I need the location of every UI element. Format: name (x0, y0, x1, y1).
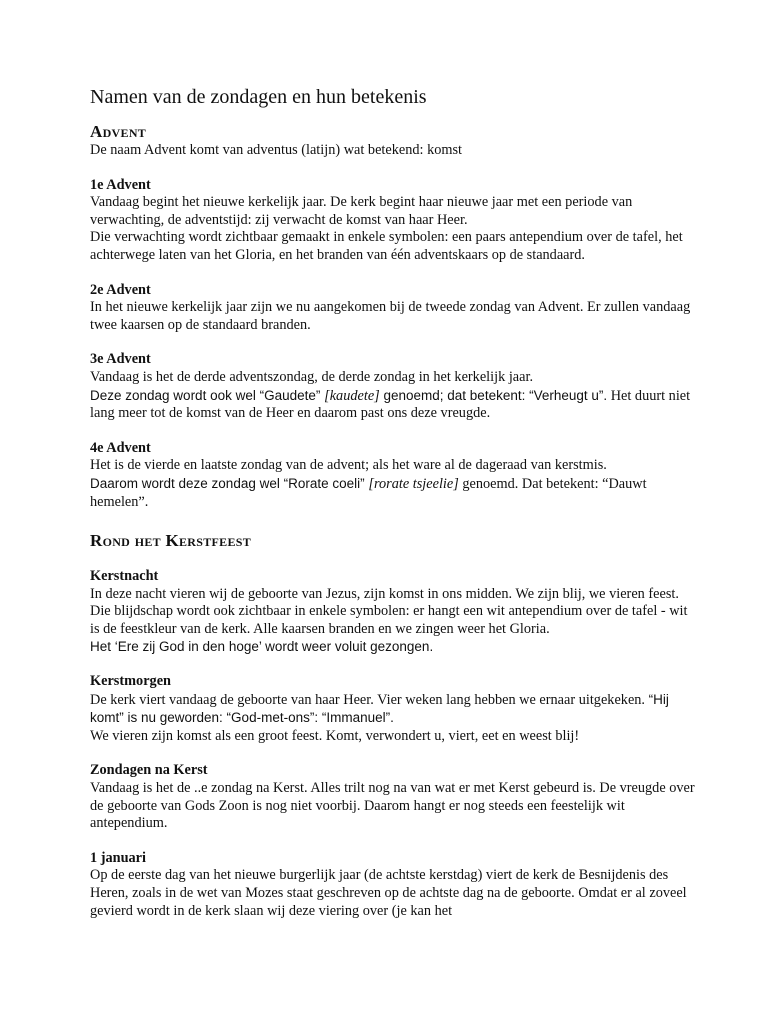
entry-heading: 1e Advent (90, 176, 151, 193)
document-title: Namen van de zondagen en hun betekenis (90, 86, 427, 108)
entry-1-januari (90, 850, 698, 920)
section-heading-advent: Advent (90, 122, 147, 141)
entry-heading: Kerstmorgen (90, 673, 171, 690)
entry-zondagen-na-kerst (90, 762, 698, 832)
entry-paragraph: Op de eerste dag van het nieuwe burgerlijk jaar (de achtste kerstdag) viert de kerk de Besnijdenis des Heren, zoals in de wet van Mozes staat geschreven op de achtste dag na de geboorte. Omdat er al zoveel gevierd wordt in de kerk slaan wij deze viering over (je kan het (90, 867, 687, 919)
section-kerstfeest (90, 531, 698, 920)
entry-kerstnacht (90, 568, 698, 656)
entry-heading: 4e Advent (90, 439, 151, 456)
text-run: De kerk viert vandaag de geboorte van haar Heer. Vier weken lang hebben we ernaar uitgekeken. (90, 691, 649, 708)
entry-paragraph: In deze nacht vieren wij de geboorte van Jezus, zijn komst in ons midden. We zijn blij, we vieren feest. (90, 585, 679, 602)
pronunciation-note: [kaudete] (324, 387, 380, 404)
text-run: Het duurt niet lang meer tot de komst van de Heer en daarom past ons deze vreugde. (90, 387, 691, 422)
entry-heading: 2e Advent (90, 281, 151, 298)
entry-3e-advent (90, 351, 698, 422)
text-run: genoemd. Dat betekent: “Dauwt hemelen”. (90, 475, 647, 510)
entry-paragraph (90, 475, 698, 511)
entry-heading: Zondagen na Kerst (90, 762, 208, 779)
entry-paragraph: Het ‘Ere zij God in den hoge’ wordt weer voluit gezongen. (90, 639, 434, 655)
advent-intro: De naam Advent komt van adventus (latijn) wat betekend: komst (90, 142, 463, 158)
entry-paragraph: Het is de vierde en laatste zondag van de advent; als het ware al de dageraad van kerstmis. (90, 457, 607, 474)
entry-1e-advent (90, 177, 698, 265)
entry-paragraph (90, 691, 698, 728)
text-run: Deze zondag wordt ook wel “Gaudete” (90, 387, 325, 403)
entry-paragraph: Vandaag is het de ..e zondag na Kerst. Alles trilt nog na van wat er met Kerst gebeurd is. De vreugde over de geboorte van Gods Zoon is nog niet voorbij. Daarom hangt er nog steeds een feestelijk wit antependium. (90, 780, 695, 832)
entry-paragraph: Vandaag is het de derde adventszondag, de derde zondag in het kerkelijk jaar. (90, 368, 534, 385)
entry-paragraph: We vieren zijn komst als een groot feest. Komt, verwondert u, viert, eet en weest blij! (90, 727, 580, 744)
entry-kerstmorgen (90, 673, 698, 745)
pronunciation-note: [rorate tsjeelie] (368, 475, 459, 492)
entry-paragraph: Vandaag begint het nieuwe kerkelijk jaar. De kerk begint haar nieuwe jaar met een periode van verwachting, de adventstijd: zij verwacht de komst van haar Heer. (90, 194, 633, 228)
text-run: genoemd; dat betekent: “Verheugt u”. (379, 387, 608, 403)
entry-2e-advent (90, 282, 698, 335)
entry-paragraph (90, 387, 698, 423)
entry-heading: Kerstnacht (90, 568, 159, 585)
section-heading-kerstfeest: Rond het Kerstfeest (90, 531, 252, 551)
text-run: “Hij komt” is nu geworden: “God-met-ons”: “Immanuel”. (90, 691, 669, 726)
entry-paragraph: In het nieuwe kerkelijk jaar zijn we nu aangekomen bij de tweede zondag van Advent. Er zullen vandaag twee kaarsen op de standaard branden. (90, 299, 691, 333)
entry-4e-advent (90, 440, 698, 511)
entry-paragraph: Die verwachting wordt zichtbaar gemaakt in enkele symbolen: een paars antependium over de tafel, het achterwege laten van het Gloria, en het branden van één adventskaars op de standaard. (90, 229, 683, 263)
entry-paragraph: Die blijdschap wordt ook zichtbaar in enkele symbolen: er hangt een wit antependium over de tafel - wit is de feestkleur van de kerk. Alle kaarsen branden en we zingen weer het Gloria. (90, 603, 688, 637)
entry-heading: 3e Advent (90, 351, 151, 368)
entry-heading: 1 januari (90, 849, 147, 866)
section-advent (90, 122, 698, 511)
text-run: Daarom wordt deze zondag wel “Rorate coeli” (90, 475, 369, 491)
